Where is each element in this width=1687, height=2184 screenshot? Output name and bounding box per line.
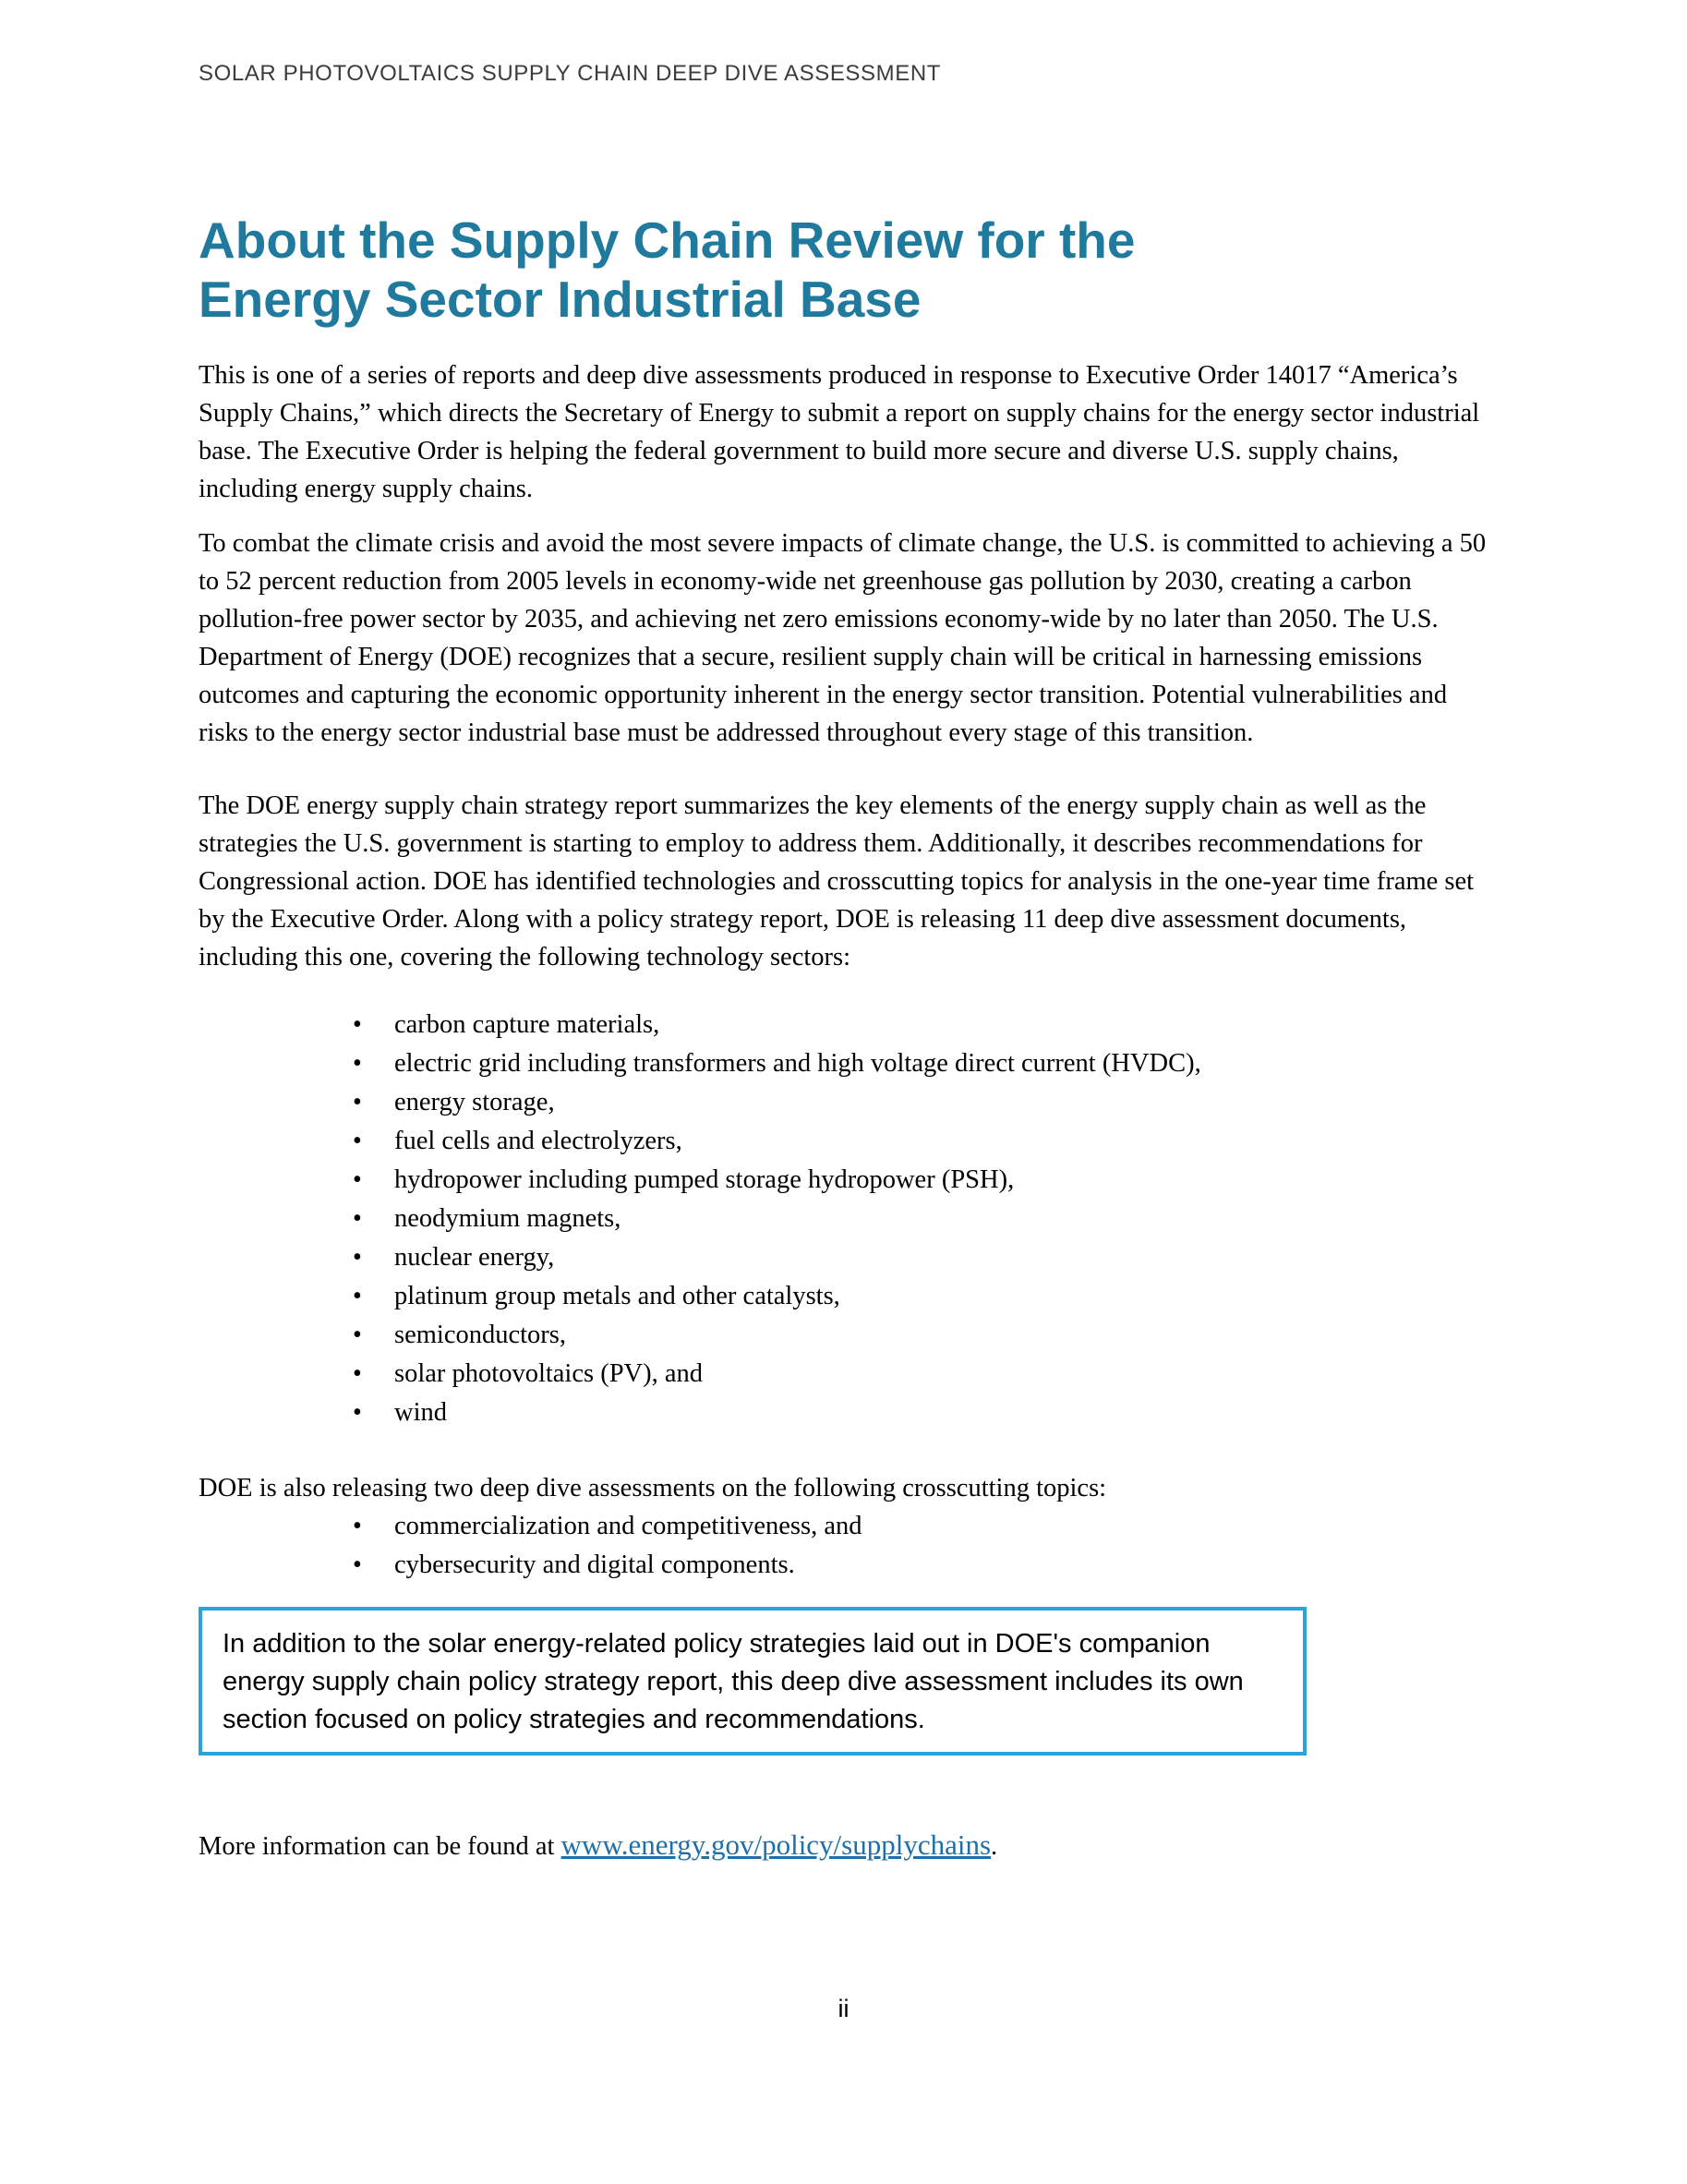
page-title — [199, 211, 1491, 329]
paragraph-strategy-report: The DOE energy supply chain strategy report summarizes the key elements of the energy supply chain as well as the strategies the U.S. government is starting to employ to address them. Additionally, it describes recommendations for Congressional action. DOE has identified technologies and crosscutting topics for analysis in the one-year time frame set by the Executive Order. Along with a policy strategy report, DOE is releasing 11 deep dive assessment documents, including this one, covering the following technology sectors: — [199, 791, 1475, 971]
technology-sector-item: • nuclear energy, — [394, 1238, 1491, 1277]
technology-sector-item: • fuel cells and electrolyzers, — [394, 1122, 1491, 1161]
policy-callout-box: In addition to the solar energy-related policy strategies laid out in DOE's companion energy supply chain policy strategy report, this deep dive assessment includes its own section focused on policy strategies and recommendations. — [199, 1607, 1307, 1756]
more-info-line — [199, 1826, 1491, 1865]
crosscutting-topic-item: • cybersecurity and digital components. — [394, 1546, 1491, 1585]
page-content — [199, 211, 1491, 1865]
page-title-line-1: About the Supply Chain Review for the — [199, 211, 1136, 269]
technology-sector-item: • wind — [394, 1394, 1491, 1432]
crosscutting-topic-item: • commercialization and competitiveness, and — [394, 1507, 1491, 1546]
technology-sector-item: • electric grid including transformers and high voltage direct current (HVDC), — [394, 1044, 1491, 1083]
crosscutting-topic-list — [199, 1507, 1491, 1585]
supply-chains-link[interactable]: www.energy.gov/policy/supplychains — [560, 1828, 992, 1861]
technology-sector-item: • neodymium magnets, — [394, 1200, 1491, 1238]
technology-sector-item: • semiconductors, — [394, 1316, 1491, 1355]
technology-sector-item: • solar photovoltaics (PV), and — [394, 1355, 1491, 1394]
paragraph-climate-goals: To combat the climate crisis and avoid the most severe impacts of climate change, the U.S. is committed to achieving a 50 to 52 percent reduction from 2005 levels in economy-wide net greenhouse gas pollution by 2030, creating a carbon pollution-free power sector by 2035, and achieving net zero emissions economy-wide by no later than 2050. The U.S. Department of Energy (DOE) recognizes that a secure, resilient supply chain will be critical in harnessing emissions outcomes and capturing the economic opportunity inherent in the energy sector transition. Potential vulnerabilities and risks to the energy sector industrial base must be addressed throughout every stage of this transition. — [199, 529, 1487, 747]
crosscutting-intro: DOE is also releasing two deep dive assessments on the following crosscutting topics: — [199, 1474, 1107, 1502]
page-title-line-2: Energy Sector Industrial Base — [199, 271, 922, 328]
technology-sector-item: • energy storage, — [394, 1083, 1491, 1122]
page-number: ii — [837, 1995, 850, 2022]
more-info-prefix: More information can be found at — [199, 1832, 561, 1861]
more-info-suffix: . — [991, 1832, 998, 1861]
running-header: SOLAR PHOTOVOLTAICS SUPPLY CHAIN DEEP DIVE ASSESSMENT — [199, 61, 942, 86]
technology-sector-item: • platinum group metals and other catalysts, — [394, 1277, 1491, 1316]
technology-sector-list — [199, 1006, 1491, 1432]
technology-sector-item: • carbon capture materials, — [394, 1006, 1491, 1044]
paragraph-executive-order: This is one of a series of reports and deep dive assessments produced in response to Executive Order 14017 “America’s Supply Chains,” which directs the Secretary of Energy to submit a report on supply chains for the energy sector industrial base. The Executive Order is helping the federal government to build more secure and diverse U.S. supply chains, including energy supply chains. — [199, 361, 1480, 503]
technology-sector-item: • hydropower including pumped storage hydropower (PSH), — [394, 1161, 1491, 1200]
